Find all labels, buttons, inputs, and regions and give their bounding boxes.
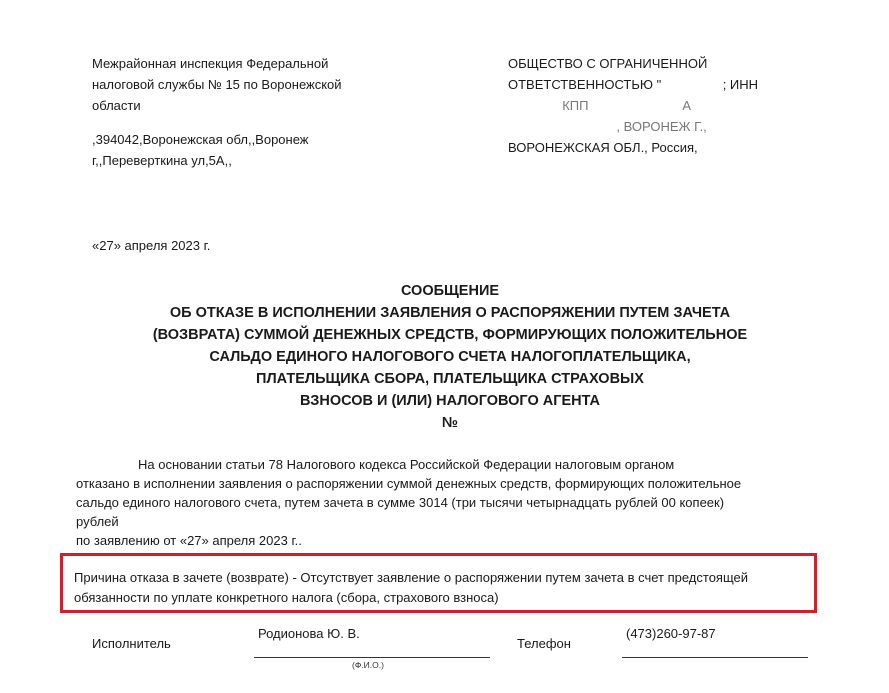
recipient-line: ВОРОНЕЖСКАЯ ОБЛ., Россия, [508,140,698,155]
sender-name-line: области [92,98,141,113]
body-line: отказано в исполнении заявления о распоряжении суммой денежных средств, формирующих положительное [76,476,742,491]
title-line: (ВОЗВРАТА) СУММОЙ ДЕНЕЖНЫХ СРЕДСТВ, ФОРМИРУЮЩИХ ПОЛОЖИТЕЛЬНОЕ [152,327,748,343]
title-line: ПЛАТЕЛЬЩИКА СБОРА, ПЛАТЕЛЬЩИКА СТРАХОВЫХ [256,371,644,387]
sender-name-line: Межрайонная инспекция Федеральной [92,56,329,71]
recipient-line-text: ; ИНН [722,77,759,92]
sender-name-line: налоговой службы № 15 по Воронежской [92,77,342,92]
executor-label: Исполнитель [92,636,171,651]
recipient-line [508,116,808,137]
body-line: сальдо единого налогового счета, путем зачета в сумме 3014 (три тысячи четырнадцать рублей 00 копеек) [76,495,725,510]
executor-signature-line [254,657,490,658]
recipient-line [508,74,808,95]
document-date: «27» апреля 2023 г. [92,238,211,253]
reason-line: обязанности по уплате конкретного налога (сбора, страхового взноса) [74,590,499,605]
phone-signature-line [622,657,808,658]
body-line: по заявлению от «27» апреля 2023 г.. [76,533,302,548]
phone-label: Телефон [517,636,571,651]
recipient-block [508,53,808,158]
recipient-line-text: ОТВЕТСТВЕННОСТЬЮ " [508,77,662,92]
recipient-line-text: КПП [562,98,589,113]
redacted-text [508,98,559,113]
title-line: САЛЬДО ЕДИНОГО НАЛОГОВОГО СЧЕТА НАЛОГОПЛАТЕЛЬЩИКА, [209,349,691,365]
title-line: № [441,415,459,431]
body-line: На основании статьи 78 Налогового кодекса Российской Федерации налоговым органом [138,457,675,472]
redacted-text [665,77,719,92]
body-line: рублей [76,514,119,529]
phone-value: (473)260-97-87 [626,626,716,641]
sender-address-line: ,394042,Воронежская обл,,Воронеж [92,132,309,147]
redacted-text [508,119,613,134]
document-title [120,280,780,434]
title-line: СООБЩЕНИЕ [400,283,500,299]
title-line: ВЗНОСОВ И (ИЛИ) НАЛОГОВОГО АГЕНТА [299,393,600,409]
title-line: ОБ ОТКАЗЕ В ИСПОЛНЕНИИ ЗАЯВЛЕНИЯ О РАСПОРЯЖЕНИИ ПУТЕМ ЗАЧЕТА [169,305,731,321]
reason-line: Причина отказа в зачете (возврате) - Отсутствует заявление о распоряжении путем зачета в счет предстоящей [74,570,749,585]
body-paragraph [76,455,816,550]
recipient-line-text: , ВОРОНЕЖ Г., [616,119,707,134]
recipient-line [508,95,808,116]
recipient-line-text: А [682,98,692,113]
fio-caption: (Ф.И.О.) [352,660,384,670]
recipient-line: ОБЩЕСТВО С ОГРАНИЧЕННОЙ [508,56,708,71]
redacted-text [592,98,679,113]
sender-address-line: г,,Переверткина ул,5А,, [92,153,232,168]
sender-block [92,53,432,171]
executor-name: Родионова Ю. В. [258,626,360,641]
refusal-reason [74,568,809,608]
